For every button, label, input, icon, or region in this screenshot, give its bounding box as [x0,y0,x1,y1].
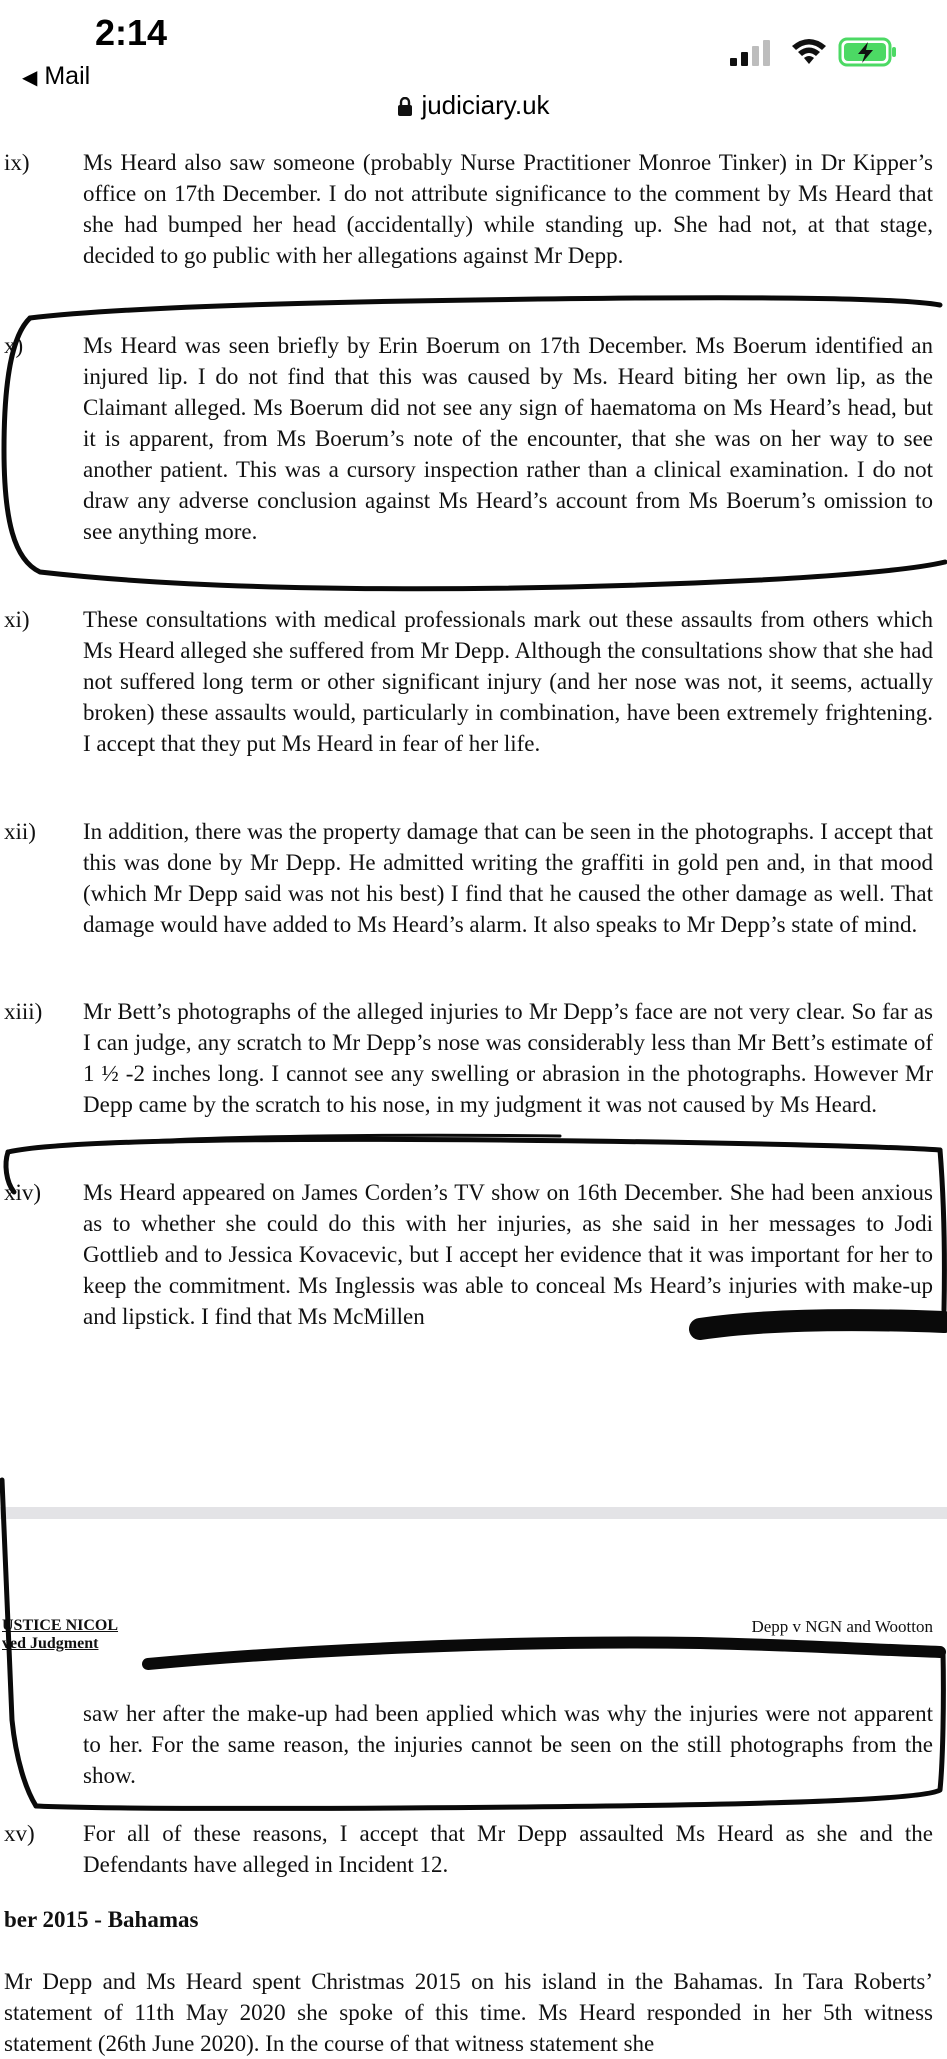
item-text: Mr Bett’s photographs of the alleged injuries to Mr Depp’s face are not very clear. So far as I can judge, any scratch to Mr Depp’s nose was considerably less than Mr Bett’s estimate of 1 ½ -2 inches long. I cannot see any swelling or abrasion in the photographs. However Mr Depp came by the scratch to his nose, in my judgment it was not caused by Ms Heard. [83,999,933,1117]
item-number: xv) [4,1821,35,1846]
item-text: saw her after the make-up had been applied which was why the injuries were not apparent to her. For the same reason, the injuries cannot be seen on the still photographs from the show. [83,1701,933,1788]
item-number: xi) [4,607,30,632]
header-judge: USTICE NICOL [2,1617,119,1634]
page-header-left [2,1617,118,1653]
item-text: For all of these reasons, I accept that Mr Depp assaulted Ms Heard as she and the Defendants have alleged in Incident 12. [83,1821,933,1877]
item-number: xii) [4,819,36,844]
item-text: In addition, there was the property damage that can be seen in the photographs. I accept that this was done by Mr Depp. He admitted writing the graffiti in gold pen and, in that mood (which Mr Depp said was not his best) I find that he caused the other damage as well. That damage would have added to Ms Heard’s alarm. It also speaks to Mr Depp’s state of mind. [83,819,933,937]
item-number: ix) [4,150,30,175]
cellular-signal-icon [730,40,776,66]
item-text: Ms Heard also saw someone (probably Nurse Practitioner Monroe Tinker) in Dr Kipper’s office on 17th December. I do not attribute significance to the comment by Ms Heard that she had bumped her head (accidentally) while standing up. She had not, at that stage, decided to go public with her allegations against Mr Depp. [83,150,933,268]
item-number: x) [4,333,24,358]
paragraph-text: Mr Depp and Ms Heard spent Christmas 2015 on his island in the Bahamas. In Tara Roberts’ statement of 11th May 2020 she spoke of this time. Ms Heard responded in her 5th witness statement (26th June 2020). In the course of that witness statement she [4,1969,933,2056]
battery-charging-icon [838,36,898,68]
header-judgment: ved Judgment [2,1635,99,1652]
page-header-right: Depp v NGN and Wootton [751,1617,933,1636]
item-text: Ms Heard was seen briefly by Erin Boerum on 17th December. Ms Boerum identified an injured lip. I do not find that this was caused by Ms. Heard biting her own lip, as the Claimant alleged. Ms Boerum did not see any sign of haematoma on Ms Heard’s head, but it is apparent, from Ms Boerum’s note of the encounter, that she was on her way to see another patient. This was a cursory inspection rather than a clinical examination. I do not draw any adverse conclusion against Ms Heard’s account from Ms Boerum’s omission to see anything more. [83,333,933,544]
wifi-icon [790,36,828,66]
page-separator [0,1507,947,1519]
clock: 2:14 [95,12,168,53]
url-domain: judiciary.uk [421,90,550,120]
item-number: xiv) [4,1180,42,1205]
back-label: Mail [44,62,91,90]
address-bar[interactable] [0,90,947,130]
item-number: xiii) [4,999,43,1024]
lock-icon [397,97,413,117]
back-arrow-icon: ◀ [22,67,38,89]
status-bar [0,0,947,120]
back-to-mail-button[interactable] [22,62,90,91]
section-heading: ber 2015 - Bahamas [4,1907,199,1932]
item-text: These consultations with medical professionals mark out these assaults from others which Ms Heard alleged she suffered from Mr Depp. Although the consultations show that she had not suffered long term or other significant injury (and her nose was not, it seems, actually broken) these assaults would, particularly in combination, have been extremely frightening. I accept that they put Ms Heard in fear of her life. [83,607,933,756]
item-text: Ms Heard appeared on James Corden’s TV show on 16th December. She had been anxious as to whether she could do this with her injuries, as she said in her messages to Jodi Gottlieb and to Jessica Kovacevic, but I accept her evidence that it was important for her to keep the commitment. Ms Inglessis was able to conceal Ms Heard’s injuries with make-up and lipstick. I find that Ms McMillen [83,1180,933,1329]
